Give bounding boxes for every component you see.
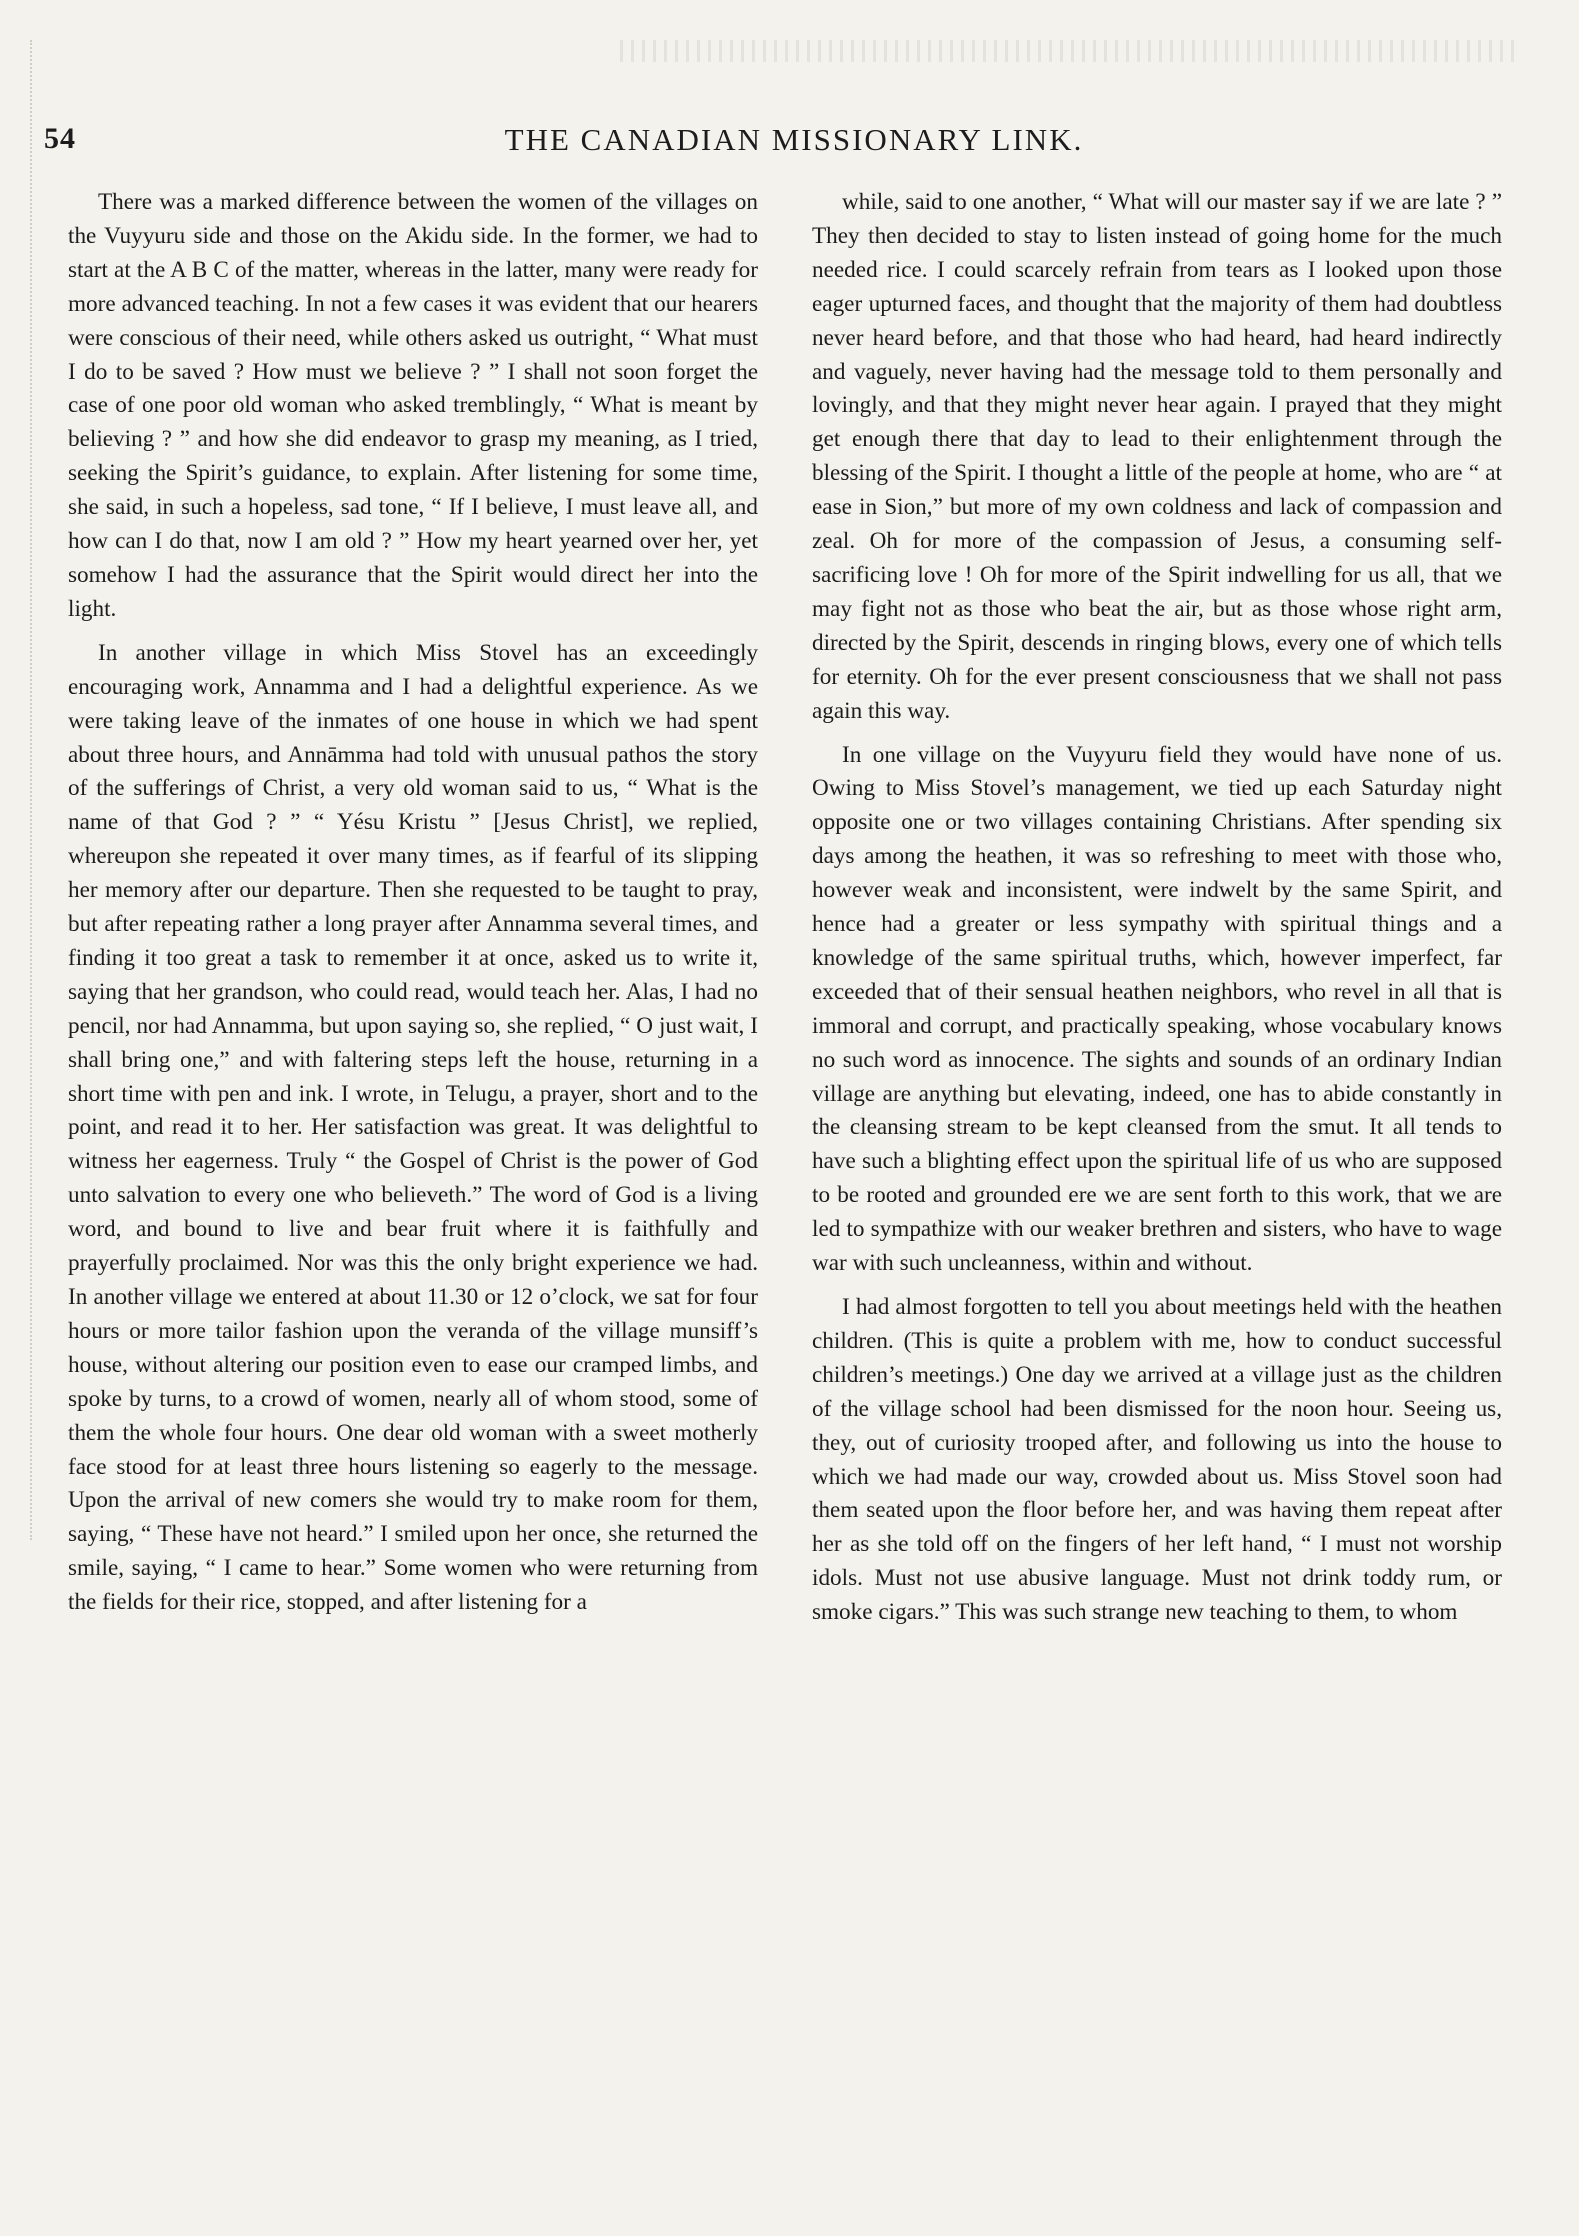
margin-perforation: [30, 40, 52, 1540]
paragraph: I had almost forgotten to tell you about meetings held with the heathen children. (This is quite a problem with me, how to conduct successful children’s meetings.) One day we arrived at a village just as the children of the village school had been dismissed for the noon hour. Seeing us, they, out of curiosity trooped after, and following us into the house to which we had made our way, crowded about us. Miss Stovel soon had them seated upon the floor before her, and was having them repeat after her as she told off on the fingers of her left hand, “ I must not worship idols. Must not use abusive language. Must not drink toddy rum, or smoke cigars.” This was such strange new teaching to them, to whom: [812, 1294, 1502, 1626]
page-number: 54: [44, 122, 76, 155]
paragraph: In another village in which Miss Stovel has an exceedingly encouraging work, Annamma and I had a delightful experience. As we were taking leave of the inmates of one house in which we had spent about three hours, and Annāmma had told with unusual pathos the story of the sufferings of Christ, a very old woman said to us, “ What is the name of that God ? ” “ Yésu Kristu ” [Jesus Christ], we replied, whereupon she repeated it over many times, as if fearful of its slipping her memory after our departure. Then she requested to be taught to pray, but after repeating rather a long prayer after Annamma several times, and finding it too great a task to remember it at once, asked us to write it, saying that her grandson, who could read, would teach her. Alas, I had no pencil, nor had Annamma, but upon saying so, she replied, “ O just wait, I shall bring one,” and with faltering steps left the house, returning in a short time with pen and ink. I wrote, in Telugu, a prayer, short and to the point, and read it to her. Her satisfaction was great. It was delightful to witness her eagerness. Truly “ the Gospel of Christ is the power of God unto salvation to every one who believeth.” The word of God is a living word, and bound to live and bear fruit where it is faithfully and prayerfully proclaimed. Nor was this the only bright experience we had. In another village we entered at about 11.30 or 12 o’clock, we sat for four hours or more tailor fashion upon the veranda of the village munsiff’s house, without altering our position even to ease our cramped limbs, and spoke by turns, to a crowd of women, nearly all of whom stood, some of them the whole four hours. One dear old woman with a sweet motherly face stood for at least three hours listening so eagerly to the message. Upon the arrival of new comers she would try to make room for them, saying, “ These have not heard.” I smiled upon her once, she returned the smile, saying, “ I came to hear.” Some women who were returning from the fields for their rice, stopped, and after listening for a: [68, 639, 758, 1616]
paragraph: while, said to one another, “ What will our master say if we are late ? ” They then decided to stay to listen instead of going home for the much needed rice. I could scarcely refrain from tears as I looked upon those eager upturned faces, and thought that the majority of them had doubtless never heard before, and that those who had heard, had heard indirectly and vaguely, never having had the message told to them personally and lovingly, and that they might never hear again. I prayed that they might get enough there that day to lead to their enlightenment through the blessing of the Spirit. I thought a little of the people at home, who are “ at ease in Sion,” but more of my own coldness and lack of compassion and zeal. Oh for more of the compassion of Jesus, a consuming self-sacrificing love ! Oh for more of the Spirit indwelling for us all, that we may fight not as those who beat the air, but as those whose right arm, directed by the Spirit, descends in ringing blows, every one of which tells for eternity. Oh for the ever present consciousness that we shall not pass again this way.: [812, 189, 1502, 724]
page-header: [44, 122, 1544, 168]
paragraph: In one village on the Vuyyuru field they would have none of us. Owing to Miss Stovel’s management, we tied up each Saturday night opposite one or two villages containing Christians. After spending six days among the heathen, it was so refreshing to meet with those who, however weak and inconsistent, were indwelt by the same Spirit, and hence had a greater or less sympathy with spiritual things and a knowledge of the same spiritual truths, which, however imperfect, far exceeded that of their sensual heathen neighbors, who revel in all that is immoral and corrupt, and practically speaking, whose vocabulary knows no such word as innocence. The sights and sounds of an ordinary Indian village are anything but elevating, indeed, one has to abide constantly in the cleansing stream to be kept cleansed from the smut. It all tends to have such a blighting effect upon the spiritual life of us who are supposed to be rooted and grounded ere we are sent forth to this work, that we are led to sympathize with our weaker brethren and sisters, who have to wage war with such uncleanness, within and without.: [812, 741, 1502, 1277]
scan-noise: [620, 40, 1520, 62]
paragraph: There was a marked difference between the women of the villages on the Vuyyuru side and those on the Akidu side. In the former, we had to start at the A B C of the matter, whereas in the latter, many were ready for more advanced teaching. In not a few cases it was evident that our hearers were conscious of their need, while others asked us outright, “ What must I do to be saved ? How must we believe ? ” I shall not soon forget the case of one poor old woman who asked tremblingly, “ What is meant by believing ? ” and how she did endeavor to grasp my meaning, as I tried, seeking the Spirit’s guidance, to explain. After listening for some time, she said, in such a hopeless, sad tone, “ If I believe, I must leave all, and how can I do that, now I am old ? ” How my heart yearned over her, yet somehow I had the assurance that the Spirit would direct her into the light.: [68, 189, 758, 622]
right-column: [812, 186, 1502, 1640]
left-column: [68, 186, 758, 1630]
running-title: THE CANADIAN MISSIONARY LINK.: [504, 122, 1084, 157]
